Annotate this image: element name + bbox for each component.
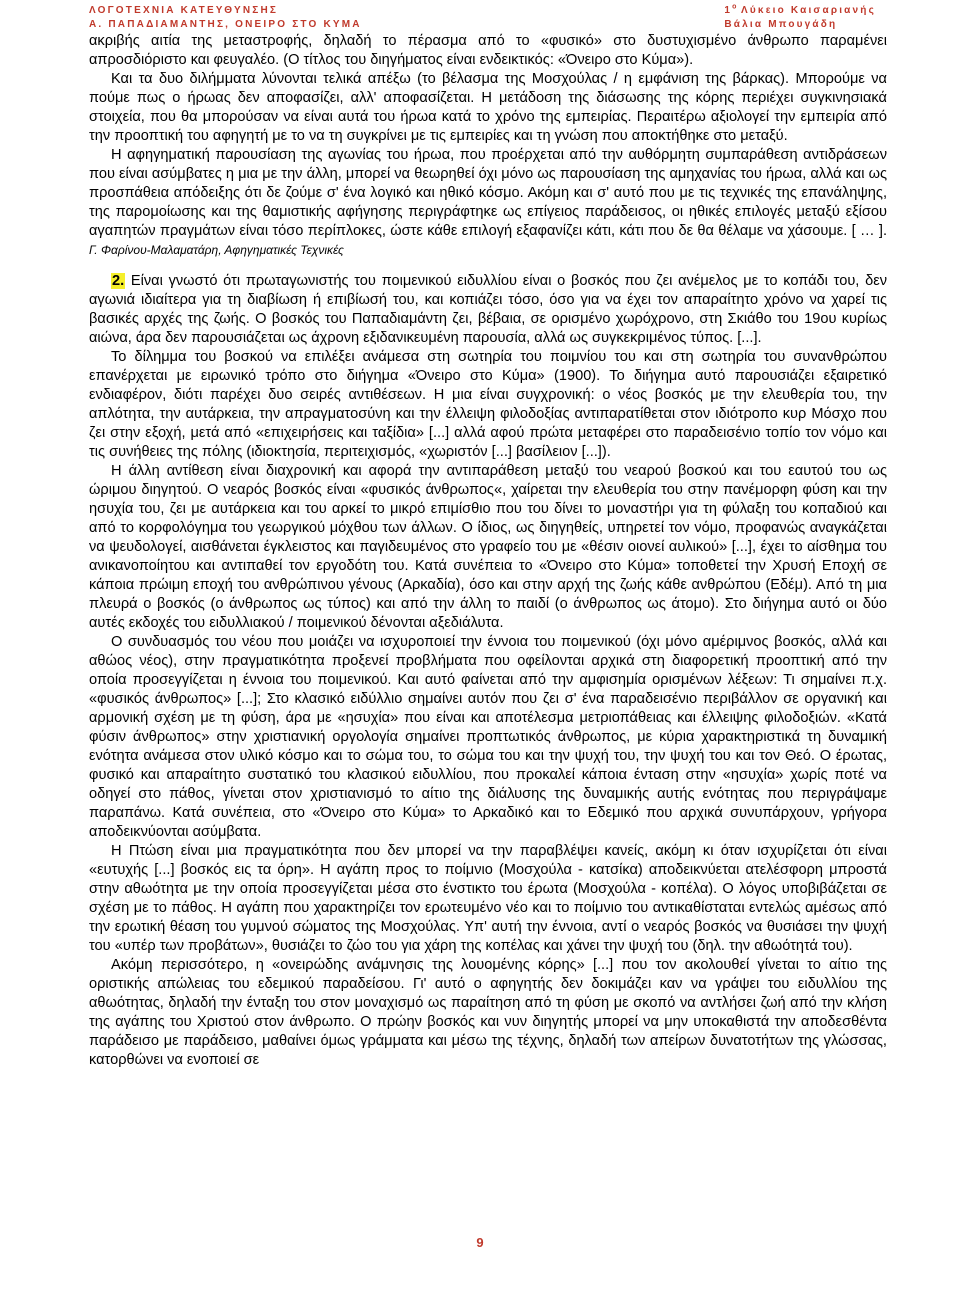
section-2-paragraph-3: Η άλλη αντίθεση είναι διαχρονική και αφορά την αντιπαράθεση μεταξύ του νεαρού βοσκού και του εαυτού του ως ώριμου διηγητού. Ο νεαρός βοσκός είναι «φυσικός άνθρωπος«, χαίρεται την ελευθερία του στην πανέμορφη φύση και την ησυχία του, ζει με αυτάρκεια και του αρκεί το μικρό επιμίσθιο που του δίνει το μοναστήρι για τη φύλαξη του κοπαδιού και από το κορφολόγημα του γεωργικού μόχθου των άλλων. Ο ίδιος, ως διηγηθείς, υπηρετεί τον νόμο, προφανώς αναγκάζεται να ψευδολογεί, αισθάνεται έγκλειστος και παγιδευμένος στο γραφείο του με «θέσιν οιονεί αυλικού» [...], έχει το αίσθημα του ανικανοποίητου και αντιπαθεί τον εργοδότη του. Κατά συνέπεια το «Όνειρο στο Κύμα» τοποθετεί την Χρυσή Εποχή σε κάποια πρώιμη εποχή του ανθρώπινου γένους (Αρκαδία), όσο και στην αρχή της ζωής κάθε ανθρώπου (Εδέμ). Από τη μια πλευρά ο βοσκός (ο άνθρωπος ως τύπος) και από την άλλη το παιδί (ο άνθρωπος ως άτομο). Στο διήγημα αυτό οι δύο αυτές εκδοχές του ειδυλλιακού / ποιμενικού δένονται αξεδιάλυτα. [89, 463, 887, 631]
section-gap [89, 260, 887, 272]
header-school-num: 1 [724, 5, 733, 16]
page-number: 9 [476, 1235, 484, 1250]
section-number-badge: 2. [112, 273, 125, 289]
header-subject: ΛΟΓΟΤΕΧΝΙΑ ΚΑΤΕΥΘΥΝΣΗΣ [89, 5, 279, 16]
paragraph-3-text: Η αφηγηματική παρουσίαση της αγωνίας του ήρωα, που προέρχεται από την αυθόρμητη συμπαράθεση αντιδράσεων που είναι ασύμβατες η μια με την άλλη, μπορεί να θεωρηθεί όχι μόνο ως παρουσίαση της αμηχανίας του ήρωα, αλλά και ως προσπάθεια απόδειξης ότι δε ζούμε σ' ένα λογικό και ηθικό κόσμο. Ακόμη και σ' αυτό που με τις τεχνικές της επανάληψης, της παρομοίωσης και της θαμιστικής αφήγησης περιγράφτηκε ως επίγειος παράδεισος, οι ηθικές επιλογές μεταξύ εξίσου αγαπητών πραγμάτων είναι τόσο περίπλοκες, ώστε κάθε επιλογή εξαφανίζει κάτι, κάτι που δε θα θέλαμε να χάσουμε. [ … ]. [89, 147, 887, 239]
paragraph-3 [89, 146, 887, 260]
header-school [724, 4, 876, 18]
header-school-name: Λύκειο Καισαριανής [736, 5, 876, 16]
header-work: Α. ΠΑΠΑΔΙΑΜΑΝΤΗΣ, ΟΝΕΙΡΟ ΣΤΟ ΚΥΜΑ [89, 19, 362, 30]
citation: Γ. Φαρίνου-Μαλαματάρη, Αφηγηματικές Τεχνικές [89, 243, 344, 257]
header-right [724, 4, 876, 32]
section-2-paragraph-4: Ο συνδυασμός του νέου που μοιάζει να ισχυροποιεί την έννοια του ποιμενικού (όχι μόνο αμέριμνος βοσκός, αλλά και αθώος νέος), στην πραγματικότητα προξενεί προβλήματα που οφείλονται αρχικά στη διαφορετική προοπτική από την οποία προσεγγίζεται η έννοια του ποιμενικού. Και αυτό φαίνεται από την αμφισημία ορισμένων λέξεων: Τι σημαίνει π.χ. «φυσικός άνθρωπος» [...]; Στο κλασικό ειδύλλιο σημαίνει αυτόν που ζει σ' ένα παραδεισένιο περιβάλλον σε οργανική και αρμονική σχέση με τη φύση, άρα με «ησυχία» που είναι και αποτέλεσμα μετριοπάθειας και έλλειψης φιλοδοξιών. «Κατά φύσιν άνθρωπος» στην χριστιανική οργολογία σημαίνει προπτωτικός άνθρωπος, με κύρια χαρακτηριστικά τη δυναμική ενότητα ανάμεσα στον υλικό κόσμο και το σώμα του, το σώμα του και την ψυχή του, την ψυχή του και τον Θεό. Ο έρωτας, φυσικό και απαραίτητο συστατικό του κλασικού ειδυλλίου, που προκαλεί κάποια ένταση στην «ησυχία» χωρίς ποτέ να οδηγεί στο πάθος, γίνεται στον χριστιανισμό το αίτιο της διάλυσης της δυναμικής αυτής ενότητας που περιγράψαμε παραπάνω. Κατά συνέπεια, στο «Όνειρο στο Κύμα» το Αρκαδικό και το Εδεμικό που αρχικά συνυπάρχουν, γρήγορα αποδεικνύονται ασύμβατα. [89, 634, 887, 840]
header-left [89, 4, 362, 32]
header-school-sup: ο [732, 3, 737, 11]
paragraph-2: Και τα δυο διλήμματα λύνονται τελικά απέξω (το βέλασμα της Μοσχούλας / η εμφάνιση της βάρκας). Μπορούμε να πούμε πως ο ήρωας δεν αποφασίζει, αλλ' αποφασίζεται. Η μετάδοση της διάσωσης της κόρης περιέχει συγκινησιακά στοιχεία, που θα μπορούσαν να είναι αυτά του ήρωα κατά το χρόνο της εμπειρίας. Περαιτέρω αξιολογεί την εμπειρία από την προοπτική του αφηγητή με το να τη συγκρίνει με τις εμπειρίες και τη γνώση που αποκτήθηκε στο μεταξύ. [89, 71, 887, 144]
document-body [89, 32, 887, 1070]
paragraph-1: ακριβής αιτία της μεταστροφής, δηλαδή το πέρασμα από το «φυσικό» στο δυστυχισμένο άνθρωπο παραμένει απροσδιόριστο και φευγαλέο. (Ο τίτλος του διηγήματος είναι ενδεικτικός: «Όνειρο στο Κύμα»). [89, 33, 887, 68]
header-author: Βάλια Μπουγάδη [724, 19, 838, 30]
section-2-paragraph-1-text: Είναι γνωστό ότι πρωταγωνιστής του ποιμενικού ειδυλλίου είναι ο βοσκός που ζει ανέμελος με το κοπάδι του, δεν αγωνιά ιδιαίτερα για τη διαβίωση ή επιβίωσή του, και κοπιάζει τόσο, όσο για να έχει τον απαραίτητο χρόνο να χαρεί τις βασικές αρχές της ζωής. Ο βοσκός του Παπαδιαμάντη ζει, βέβαια, σε ορισμένο χωρόχρονο, στη Σκιάθο του 19ου κυρίως αιώνα, άρα δεν παρουσιάζεται ως άχρονη εξιδανικευμένη παρουσία, αλλά ως συγκεκριμένος τύπος. [...]. [89, 273, 888, 346]
section-2-paragraph-6: Ακόμη περισσότερο, η «ονειρώδης ανάμνησις της λουομένης κόρης» [...] που τον ακολουθεί γίνεται το αίτιο της οριστικής απώλειας του εδεμικού παραδείσου. Γι' αυτό ο αφηγητής δεν δοκιμάζει καν να γράψει του ειδυλλίου της αθωότητας, δηλαδή την ένταξη του στον μοναχισμό ως παραίτηση από τη φύση με σκοπό να αντλήσει ζωή από την κλήση της αγάπης του Χριστού στον άνθρωπο. Ο πρώην βοσκός και νυν διηγητής μπορεί να μην υποκαθιστά την αποδεσθέντα παράδεισο με παράδεισο, μαθαίνει όμως γράμματα και μέσω της τέχνης, δηλαδή των απείρων δυνατοτήτων της γλώσσας, κατορθώνει να ενοποιεί σε [89, 957, 887, 1068]
section-2-paragraph-2: Το δίλημμα του βοσκού να επιλέξει ανάμεσα στη σωτηρία του ποιμνίου του και στη σωτηρία του συνανθρώπου επανέρχεται με ειρωνικό τρόπο στο διήγημα «Όνειρο στο Κύμα» (1900). Το διήγημα αυτό παρουσιάζει εξαιρετικό ενδιαφέρον, διότι παρέχει δυο σειρές αντιθέσεων. Η μια είναι συγχρονική: ο νέος βοσκός με την ελευθερία του, την απλότητα, την αυτάρκεια, την απραγματοσύνη και την έλλειψη φιλοδοξίας αντιπαρατίθεται στον ιδιότροπο κυρ Μόσχο που ζει στην εξοχή, μετά από «επιχειρήσεις και ταξίδια» [...] αλλά αφού πρώτα μεταφέρει στο παραδεισένιο τοπίο τον νόμο και τις συνήθειες της πόλης (ιδιοκτησία, περιτειχισμός, «χωριστόν [...] βασίλειον [...]). [89, 349, 887, 460]
section-2-paragraph-1 [89, 272, 887, 348]
section-2-paragraph-5: Η Πτώση είναι μια πραγματικότητα που δεν μπορεί να την παραβλέψει κανείς, ακόμη κι όταν ισχυρίζεται ότι είναι «ευτυχής [...] βοσκός εις τα όρη». Η αγάπη προς το ποίμνιο (Μοσχούλα - κατσίκα) αποδεικνύεται ατελέσφορη μπροστά στην αθωότητα με την οποία προσεγγίζεται μέσα στο ένστικτο του έρωτα (Μοσχούλα - κοπέλα). Ο λόγος υποβιβάζεται σε σχέση με το πάθος. Η αγάπη που χαρακτηρίζει τον ερωτευμένο νέο και το ποίμνιο του αντικαθίσταται εντελώς αμέσως από την ερωτική θέαση του γυμνού σώματος της Μοσχούλας. Υπ' αυτή την έννοια, αντί ο νεαρός βοσκός να θυσιάσει την ψυχή του «υπέρ των προβάτων», θυσιάζει το ζώο του για χάρη της κοπέλας και χάνει την ψυχή του (δηλ. την αθωότητά του). [89, 843, 887, 954]
